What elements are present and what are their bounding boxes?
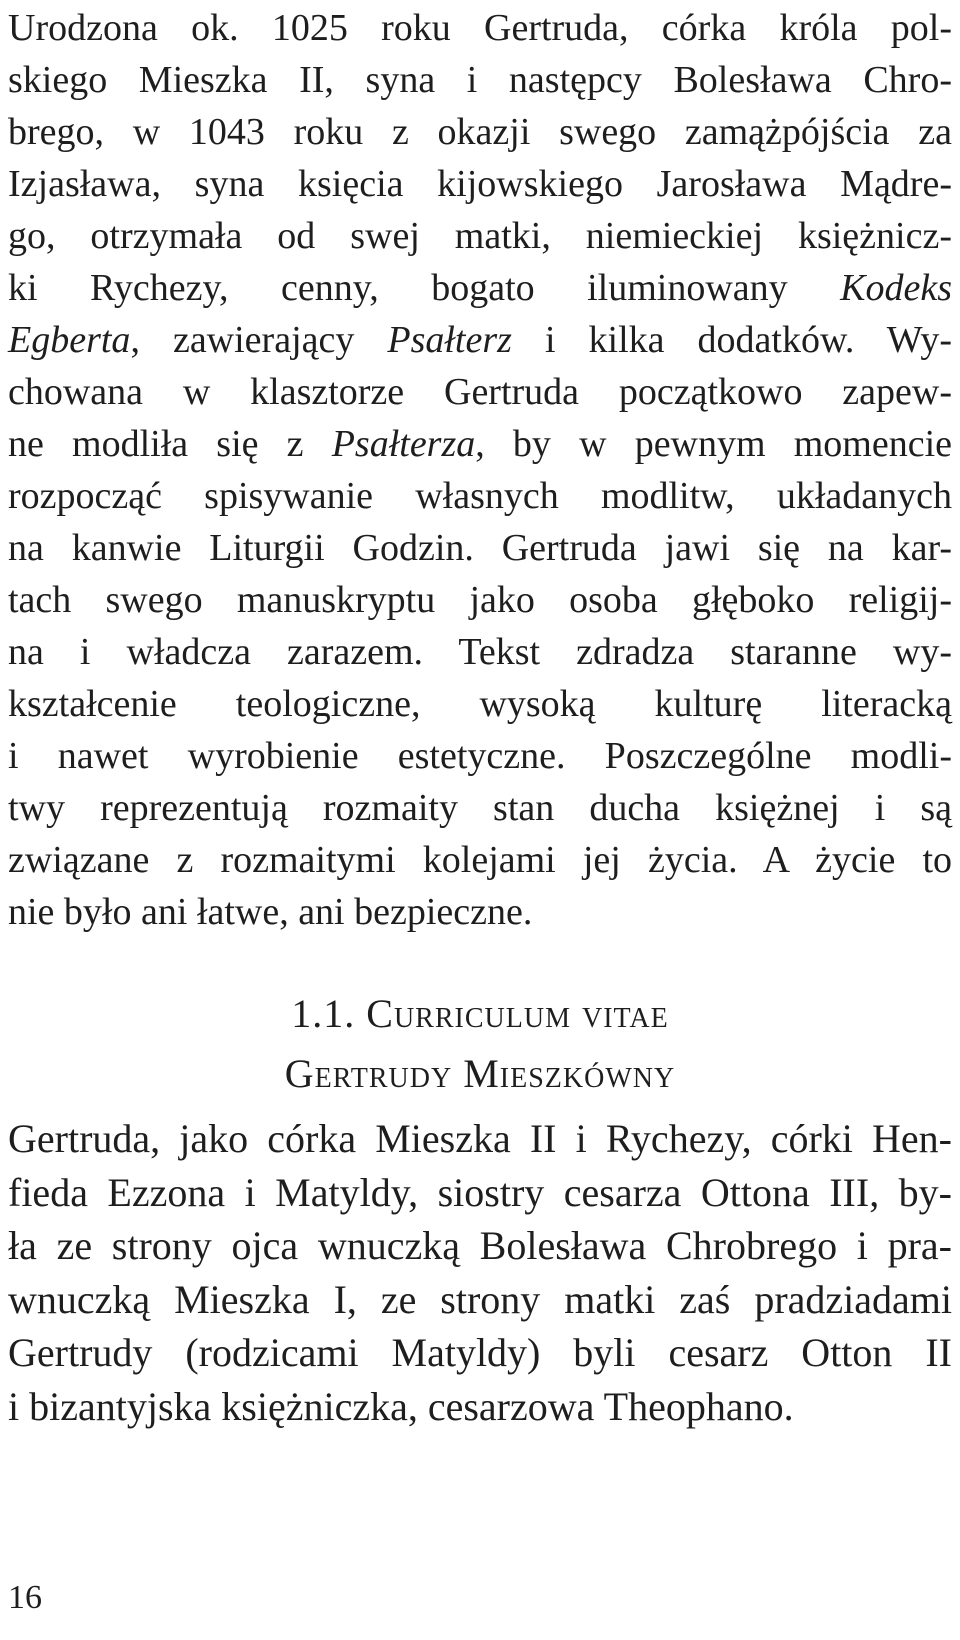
section-heading-line-2: Gertrudy Mieszkówny	[284, 1051, 676, 1096]
title-psalterza: Psałterza	[331, 423, 476, 465]
intro-paragraph	[8, 2, 952, 938]
text-line: Urodzona ok. 1025 roku Gertruda, córka króla pol-	[8, 7, 952, 49]
text-line: Gertruda, jako córka Mieszka II i Rychezy, córki Hen-	[8, 1116, 952, 1161]
title-egberta: Egberta	[8, 319, 131, 361]
text-line: ne modliła się z Psałterza, by w pewnym momencie	[8, 423, 952, 465]
page-number: 16	[8, 1579, 42, 1616]
text-line: Gertrudy (rodzicami Matyldy) byli cesarz Otton II	[8, 1330, 952, 1375]
text-line: Izjasława, syna księcia kijowskiego Jarosława Mądre-	[8, 163, 952, 205]
text-line: i nawet wyrobienie estetyczne. Poszczególne modli-	[8, 735, 952, 777]
text-line: na i władcza zarazem. Tekst zdradza staranne wy-	[8, 631, 952, 673]
section-heading	[0, 984, 960, 1104]
text-line: związane z rozmaitymi kolejami jej życia. A życie to	[8, 839, 952, 881]
text-line: na kanwie Liturgii Godzin. Gertruda jawi się na kar-	[8, 527, 952, 569]
text-line: skiego Mieszka II, syna i następcy Bolesława Chro-	[8, 59, 952, 101]
text-line: Egberta, zawierający Psałterz i kilka dodatków. Wy-	[8, 319, 952, 361]
section-heading-line-1: 1.1. Curriculum vitae	[291, 991, 669, 1036]
text-line: twy reprezentują rozmaity stan ducha księżnej i są	[8, 787, 952, 829]
text-line: tach swego manuskryptu jako osoba głęboko religij-	[8, 579, 952, 621]
text-line: ki Rychezy, cenny, bogato iluminowany Kodeks	[8, 267, 952, 309]
text-line: rozpocząć spisywanie własnych modlitw, układanych	[8, 475, 952, 517]
text-line: brego, w 1043 roku z okazji swego zamążpójścia za	[8, 111, 952, 153]
text-line: wnuczką Mieszka I, ze strony matki zaś pradziadami	[8, 1276, 952, 1322]
text-line: i bizantyjska księżniczka, cesarzowa Theophano.	[8, 1383, 794, 1429]
title-kodeks: Kodeks	[840, 267, 952, 309]
text-line: go, otrzymała od swej matki, niemieckiej księżnicz-	[8, 215, 952, 257]
text-line: kształcenie teologiczne, wysoką kulturę literacką	[8, 683, 952, 725]
title-psalterz: Psałterz	[387, 319, 512, 361]
body-paragraph	[8, 1112, 952, 1433]
text-line: nie było ani łatwe, ani bezpieczne.	[8, 891, 533, 933]
text-line: fieda Ezzona i Matyldy, siostry cesarza Ottona III, by-	[8, 1169, 952, 1215]
text-line: ła ze strony ojca wnuczką Bolesława Chrobrego i pra-	[8, 1223, 952, 1268]
text-line: chowana w klasztorze Gertruda początkowo zapew-	[8, 371, 952, 413]
